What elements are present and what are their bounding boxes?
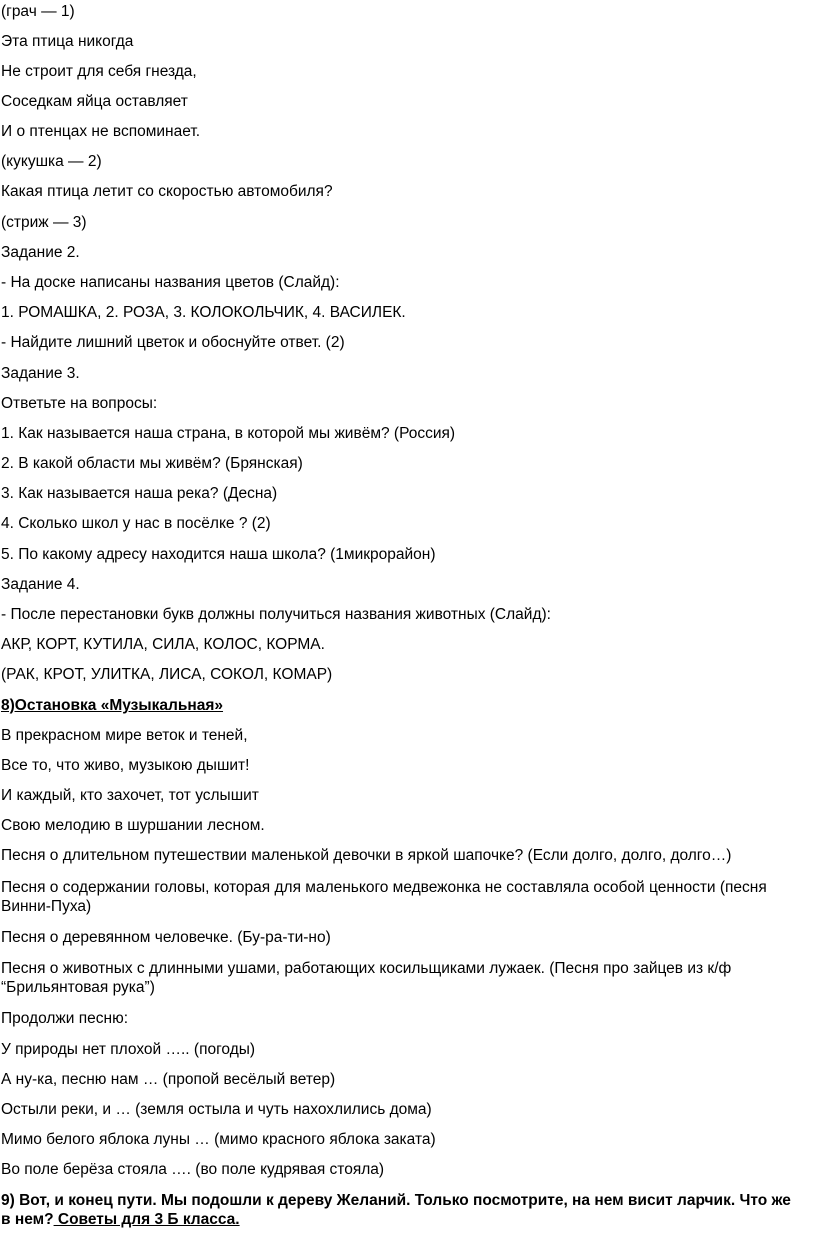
text-line: В прекрасном мире веток и теней, (1, 727, 248, 744)
text-line: - Найдите лишний цветок и обоснуйте ответ. (2) (1, 334, 345, 351)
text-line: Эта птица никогда (1, 33, 134, 50)
text-line: (РАК, КРОТ, УЛИТКА, ЛИСА, СОКОЛ, КОМАР) (1, 666, 333, 683)
text-line: 2. В какой области мы живём? (Брянская) (1, 455, 303, 472)
text-line: - На доске написаны названия цветов (Слайд): (1, 274, 340, 291)
text-line: (грач — 1) (1, 3, 75, 20)
text-paragraph: Песня о животных с длинными ушами, работающих косильщиками лужаек. (Песня про зайцев из к/ф “Брильянтовая рука”) (1, 960, 732, 996)
text-line: Не строит для себя гнезда, (1, 63, 197, 80)
text-line: А ну-ка, песню нам … (пропой весёлый ветер) (1, 1071, 336, 1088)
text-line: Соседкам яйца оставляет (1, 93, 188, 110)
text-line: 3. Как называется наша река? (Десна) (1, 485, 278, 502)
text-line: Ответьте на вопросы: (1, 395, 158, 412)
text-line: Задание 3. (1, 365, 80, 382)
text-line: - После перестановки букв должны получиться названия животных (Слайд): (1, 606, 551, 623)
text-line: Свою мелодию в шуршании лесном. (1, 817, 265, 834)
text-line: 5. По какому адресу находится наша школа? (1микрорайон) (1, 546, 436, 563)
text-line: 4. Сколько школ у нас в посёлке ? (2) (1, 515, 271, 532)
text-line: И о птенцах не вспоминает. (1, 123, 201, 140)
text-line: (кукушка — 2) (1, 153, 102, 170)
text-line: Остыли реки, и … (земля остыла и чуть нахохлились дома) (1, 1101, 432, 1118)
text-line: Задание 2. (1, 244, 80, 261)
text-line: Продолжи песню: (1, 1010, 128, 1027)
final-paragraph (1, 1191, 801, 1229)
text-line: АКР, КОРТ, КУТИЛА, СИЛА, КОЛОС, КОРМА. (1, 636, 325, 653)
text-line: У природы нет плохой ….. (погоды) (1, 1041, 256, 1058)
text-line: Песня о деревянном человечке. (Бу-ра-ти-но) (1, 929, 331, 946)
text-line: Песня о длительном путешествии маленькой девочки в яркой шапочке? (Если долго, долго, долго…) (1, 847, 732, 864)
text-line: (стриж — 3) (1, 214, 87, 231)
text-line: 1. Как называется наша страна, в которой мы живём? (Россия) (1, 425, 456, 442)
text-line: Во поле берёза стояла …. (во поле кудрявая стояла) (1, 1161, 385, 1178)
final-paragraph-underlined: Советы для 3 Б класса. (53, 1211, 240, 1228)
final-paragraph-text: 9) Вот, и конец пути. Мы подошли к дереву Желаний. Только посмотрите, на нем висит ларчик. Что же в нем? (1, 1192, 791, 1228)
text-line: Задание 4. (1, 576, 80, 593)
section-heading: 8)Остановка «Музыкальная» (1, 697, 224, 714)
text-line: И каждый, кто захочет, тот услышит (1, 787, 259, 804)
text-line: Все то, что живо, музыкою дышит! (1, 757, 250, 774)
text-line: 1. РОМАШКА, 2. РОЗА, 3. КОЛОКОЛЬЧИК, 4. ВАСИЛЕК. (1, 304, 406, 321)
text-paragraph: Песня о содержании головы, которая для маленького медвежонка не составляла особой ценности (песня Винни-Пуха) (1, 879, 767, 915)
text-line: Мимо белого яблока луны … (мимо красного яблока заката) (1, 1131, 436, 1148)
text-line: Какая птица летит со скоростью автомобиля? (1, 183, 333, 200)
